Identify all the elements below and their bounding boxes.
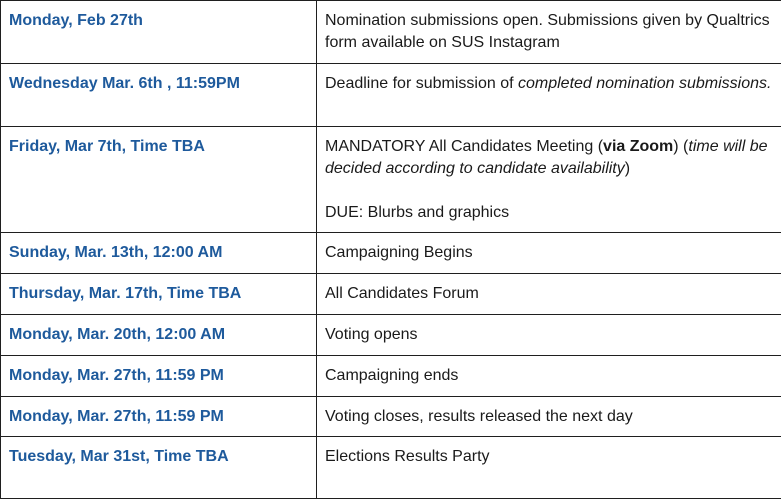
event-cell: Nomination submissions open. Submissions given by Qualtrics form available on SUS Instagram — [317, 1, 781, 64]
table-row — [1, 1, 781, 64]
event-bold-text: via Zoom — [603, 138, 674, 155]
event-italic-text: time will be decided according to candidate availability — [325, 138, 768, 177]
date-cell: Monday, Feb 27th — [1, 1, 317, 64]
table-row — [1, 356, 781, 397]
table-row — [1, 64, 781, 127]
table-row — [1, 315, 781, 356]
event-cell: Campaigning ends — [317, 356, 781, 397]
table-row — [1, 274, 781, 315]
date-cell: Monday, Mar. 27th, 11:59 PM — [1, 356, 317, 397]
event-cell: All Candidates Forum — [317, 274, 781, 315]
table-row — [1, 397, 781, 437]
event-cell: Campaigning Begins — [317, 233, 781, 274]
event-cell — [317, 64, 781, 127]
date-cell: Wednesday Mar. 6th , 11:59PM — [1, 64, 317, 127]
event-italic-text: completed nomination submissions. — [517, 75, 772, 92]
table-row — [1, 437, 781, 499]
event-text: ) ( — [673, 138, 689, 155]
event-cell: Elections Results Party — [317, 437, 781, 499]
event-text: Deadline for submission of — [325, 75, 518, 92]
event-cell: Voting opens — [317, 315, 781, 356]
table-row — [1, 233, 781, 274]
event-text: MANDATORY All Candidates Meeting ( — [325, 138, 604, 155]
event-text: ) — [624, 160, 631, 177]
event-cell: Voting closes, results released the next day — [317, 397, 781, 437]
event-cell — [317, 127, 781, 233]
date-cell: Friday, Mar 7th, Time TBA — [1, 127, 317, 233]
date-cell: Thursday, Mar. 17th, Time TBA — [1, 274, 317, 315]
paragraph-gap — [325, 180, 773, 202]
date-cell: Monday, Mar. 27th, 11:59 PM — [1, 397, 317, 437]
date-cell: Tuesday, Mar 31st, Time TBA — [1, 437, 317, 499]
table-row — [1, 127, 781, 233]
event-text-line2: DUE: Blurbs and graphics — [325, 204, 510, 221]
date-cell: Monday, Mar. 20th, 12:00 AM — [1, 315, 317, 356]
date-cell: Sunday, Mar. 13th, 12:00 AM — [1, 233, 317, 274]
